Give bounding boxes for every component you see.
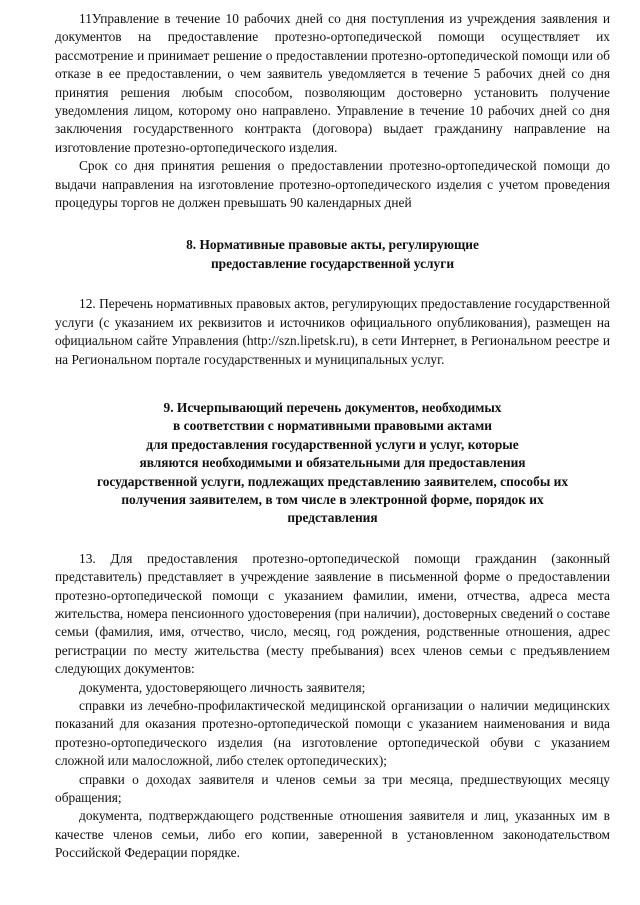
section-9-heading-line: 9. Исчерпывающий перечень документов, необходимых <box>163 399 502 415</box>
section-9-heading-line: для предоставления государственной услуги и услуг, которые <box>146 436 519 452</box>
paragraph-11: 11Управление в течение 10 рабочих дней со дня поступления из учреждения заявления и документов на предоставление протезно-ортопедической помощи осуществляет их рассмотрение и принимает решение о предоставлении протезно-ортопедической помощи или об отказе в ее предоставлении, о чем заявитель уведомляется в течение 5 рабочих дней со дня принятия решения любым способом, позволяющим достоверно установить получение уведомления лицом, которому оно направлено. Управление в течение 10 рабочих дней со дня заключения государственного контракта (договора) выдает гражданину направление на изготовление протезно-ортопедического изделия. <box>55 11 610 155</box>
section-9-heading-line: государственной услуги, подлежащих представлению заявителем, способы их <box>96 473 569 489</box>
section-8-heading-line: 8. Нормативные правовые акты, регулирующие <box>186 237 479 253</box>
section-8-heading-line: предоставление государственной услуги <box>210 255 455 271</box>
section-9-heading-line: являются необходимыми и обязательными для предоставления <box>139 455 526 471</box>
list-item-kinship-document: документа, подтверждающего родственные отношения заявителя и лиц, указанных им в качестве членов семьи, либо его копии, заверенной в установленном законодательством Российской Федерации порядке. <box>55 808 610 861</box>
list-item-income-certificate: справки о доходах заявителя и членов семьи за три месяца, предшествующих месяцу обращения; <box>55 771 610 806</box>
paragraph-13: 13. Для предоставления протезно-ортопедической помощи гражданин (законный представитель) представляет в учреждение заявление в письменной форме о предоставлении протезно-ортопедической помощи с указанием фамилии, имени, отчества, адреса места жительства, номера пенсионного удостоверения (при наличии), достоверных сведений о составе семьи (фамилия, имя, отчество, число, месяц, год рождения, родственные отношения, адрес регистрации по месту жительства (месту пребывания) всех членов семьи с предъявлением следующих документов: <box>55 550 610 677</box>
section-9-heading <box>55 399 610 528</box>
paragraph-12: 12. Перечень нормативных правовых актов, регулирующих предоставление государственной услуги (с указанием их реквизитов и источников официального опубликования), размещен на официальном сайте Управления (http://szn.lipetsk.ru), в сети Интернет, в Региональном реестре и на Региональном портале государственных и муниципальных услуг. <box>55 296 610 367</box>
section-9-heading-line: получения заявителем, в том числе в электронной форме, порядок их <box>121 491 544 507</box>
paragraph-term: Срок со дня принятия решения о предоставлении протезно-ортопедической помощи до выдачи направления на изготовление протезно-ортопедического изделия с учетом проведения процедуры торгов не должен превышать 90 календарных дней <box>55 158 610 211</box>
section-9-heading-line: представления <box>287 510 378 526</box>
document-page <box>55 10 610 863</box>
section-8-heading <box>55 236 610 273</box>
list-item-identity-document: документа, удостоверяющего личность заявителя; <box>79 679 366 695</box>
list-item-medical-certificate: справки из лечебно-профилактической медицинской организации о наличии медицинских показаний для оказания протезно-ортопедической помощи с указанием наименования и вида протезно-ортопедического изделия (на изготовление ортопедической обуви с указанием сложной или малосложной, либо стелек ортопедических); <box>55 698 610 769</box>
section-9-heading-line: в соответствии с нормативными правовыми актами <box>173 418 492 434</box>
